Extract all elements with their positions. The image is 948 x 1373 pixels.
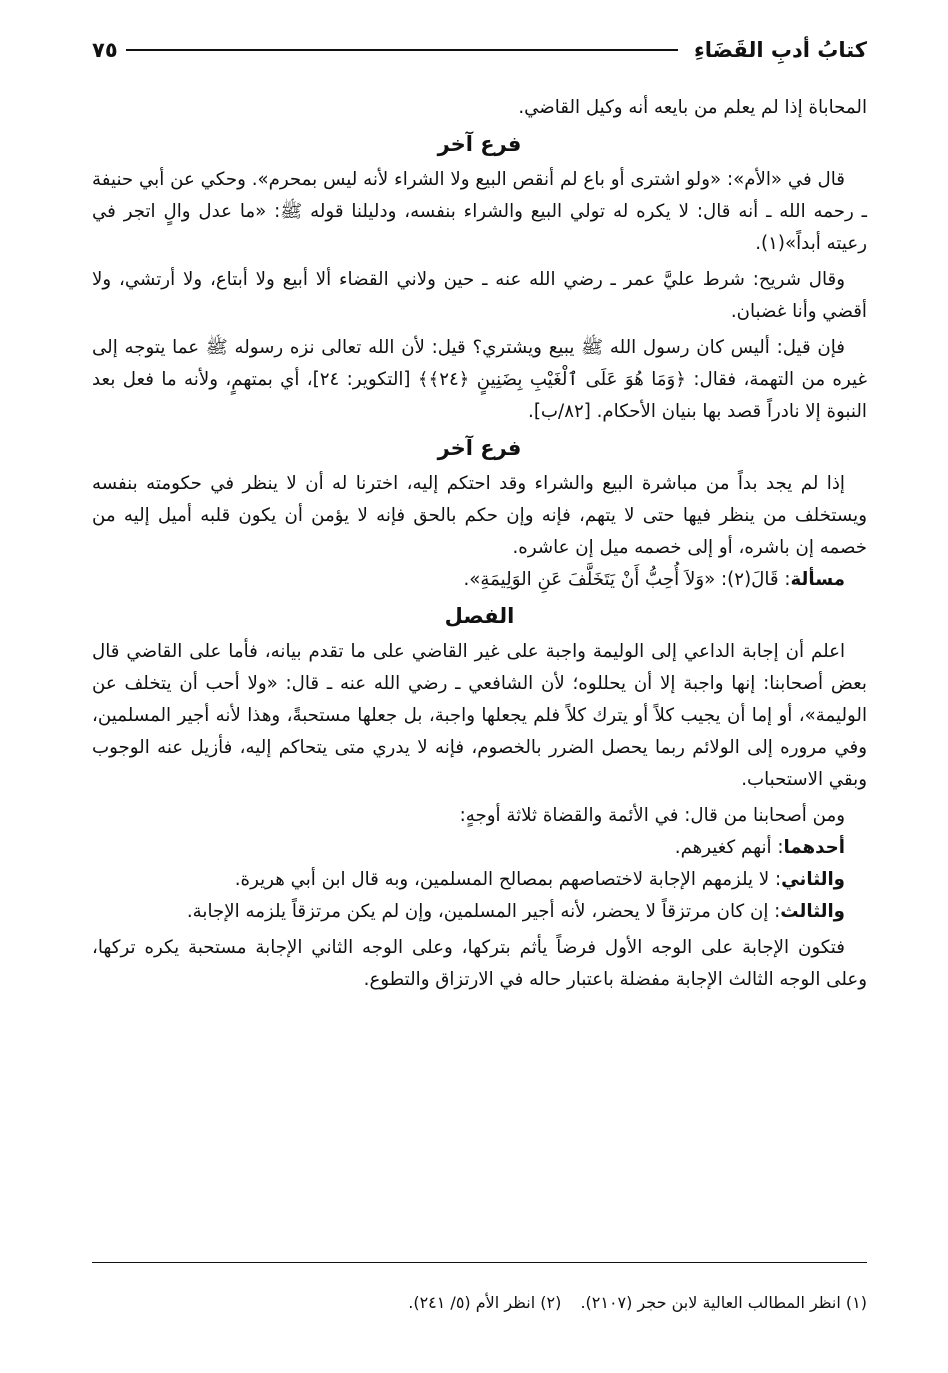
view-three-text: : إن كان مرتزقاً لا يحضر، لأنه أجير المسلمين، وإن لم يكن مرتزقاً يلزمه الإجابة. — [186, 901, 781, 922]
footnotes — [92, 1290, 867, 1316]
masala-text: : قَالَ(٢): «وَلاَ أُحِبُّ أَنْ يَتَخَلَّفَ عَنِ الوَلِيمَةِ». — [463, 569, 791, 590]
view-one-text: : أنهم كغيرهم. — [674, 837, 784, 858]
view-two-label: والثاني — [781, 869, 845, 890]
view-three-label: والثالث — [780, 901, 845, 922]
footnote-2: (٢) انظر الأم (٥/ ٢٤١). — [408, 1293, 562, 1312]
book-page — [92, 30, 867, 996]
running-header — [92, 30, 867, 70]
view-three — [92, 896, 867, 928]
book-title: كتابُ أدبِ القَضَاءِ — [694, 38, 867, 62]
paragraph-objection: فإن قيل: أليس كان رسول الله ﷺ يبيع ويشتري؟ قيل: لأن الله تعالى نزه رسوله ﷺ عما يتوجه إلى غيره من التهمة، فقال: ﴿وَمَا هُوَ عَلَى ٱلْغَيْبِ بِضَنِينٍ ﴿٢٤﴾﴾ [التكوير: ٢٤]، أي بمتهمٍ، ولأنه ما فعل بعد النبوة إلا نادراً قصد بها بنيان الأحكام. [٨٢/ب]. — [92, 337, 867, 422]
footnote-1: (١) انظر المطالب العالية لابن حجر (٢١٠٧). — [580, 1293, 867, 1312]
view-one-label: أحدهما — [783, 837, 845, 858]
page-number: ٧٥ — [92, 38, 118, 62]
paragraph-shurayh: وقال شريح: شرط عليَّ عمر ـ رضي الله عنه ـ حين ولاني القضاء ألا أبيع ولا أبتاع، ولا أرتشي، ولا أقضي وأنا غضبان. — [92, 269, 867, 322]
view-two — [92, 864, 867, 896]
section-heading-far-akhar-1: فرع آخر — [437, 132, 522, 156]
paragraph-walima: اعلم أن إجابة الداعي إلى الوليمة واجبة على غير القاضي على ما تقدم بيانه، فأما على القاضي قال بعض أصحابنا: إنها واجبة إلا أن يحللوه؛ لأن الشافعي ـ رضي الله عنه ـ قال: «ولا أحب أن يتخلف عن الوليمة»، أو إما أن يجيب كلاً أو يترك كلاً فلم يجعلها واجبة، بل جعلها مستحبةً، وهذا لأنه أجير المسلمين، وفي مروره إلى الولائم ربما يحصل الضرر بالخصوم، فإنه لا يدري متى يتحاكم إليه، فأزيل عنه الوجوب وبقي الاستحباب. — [92, 641, 867, 790]
paragraph-three-views: ومن أصحابنا من قال: في الأئمة والقضاة ثلاثة أوجهٍ: — [459, 805, 845, 826]
view-two-text: : لا يلزمهم الإجابة لاختصاصهم بمصالح المسلمين، وبه قال ابن أبي هريرة. — [234, 869, 782, 890]
paragraph-mubashara: إذا لم يجد بداً من مباشرة البيع والشراء وقد احتكم إليه، اخترنا له أن لا ينظر في حكومته بنفسه ويستخلف من ينظر فيها حتى لا يتهم، فإنه وإن حكم بالحق فإنه لا يؤمن أن يكون قلبه أميل إليه من خصمه إن باشره، أو إلى خصمه ميل إن عاشره. — [92, 473, 867, 558]
masala-label: مسألة — [790, 569, 845, 590]
paragraph-continuation: المحاباة إذا لم يعلم من بايعه أنه وكيل القاضي. — [518, 97, 867, 118]
section-heading-fasl: الفصل — [444, 604, 515, 628]
header-rule — [126, 49, 678, 51]
footnote-separator — [92, 1262, 867, 1263]
masala-line — [92, 564, 867, 596]
section-heading-far-akhar-2: فرع آخر — [437, 436, 522, 460]
page-body — [92, 92, 867, 996]
paragraph-al-umm: قال في «الأم»: «ولو اشترى أو باع لم أنقص البيع ولا الشراء لأنه ليس بمحرم». وحكي عن أبي حنيفة ـ رحمه الله ـ أنه قال: لا يكره له تولي البيع والشراء بنفسه، ودليلنا قوله ﷺ: «ما عدل والٍ اتجر في رعيته أبداً»(١). — [92, 169, 867, 254]
view-one — [92, 832, 867, 864]
paragraph-conclusion: فتكون الإجابة على الوجه الأول فرضاً يأثم بتركها، وعلى الوجه الثاني الإجابة مستحبة يكره تركها، وعلى الوجه الثالث الإجابة مفضلة باعتبار حاله في الارتزاق والتطوع. — [92, 937, 867, 990]
